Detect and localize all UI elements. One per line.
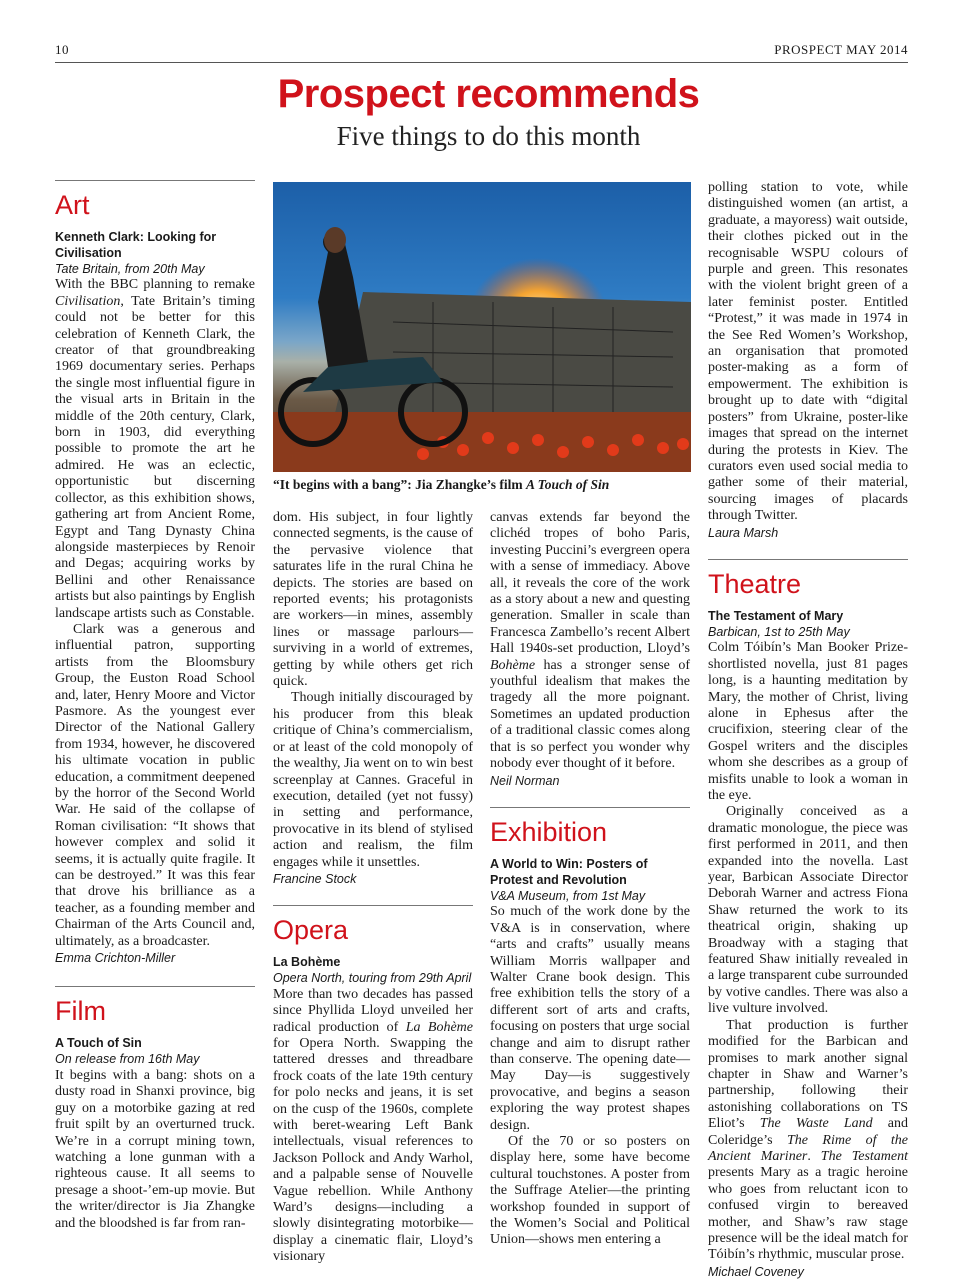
section-heading-exhibition: Exhibition [490, 816, 608, 847]
caption-film-title: A Touch of Sin [526, 477, 610, 492]
film-paragraph: dom. His subject, in four lightly connected segments, is the cause of the pervasive violence that saturates life in the rural China he depicts. The stories are based on reported events; his protagonists are workers—in mines, assembly lines or massage parlours—surviving in a world of extremes, getting by while others get rich quick. [273, 510, 473, 690]
exhibition-paragraph: Of the 70 or so posters on display here, some have become cultural touchstones. A poster from the Suffrage Atelier—the printing workshop founded in support of the Women’s Social and Political Union—shows men entering a [490, 1134, 690, 1248]
opera-paragraph [273, 987, 473, 1266]
section-heading-opera: Opera [273, 915, 349, 946]
exhibition-paragraph: polling station to vote, while distinguished women (an artist, a graduate, a mayoress) wait outside, their clothes picked out in the recognisable WSPU colours of purple and green. This resonates with the violent bright green of a later feminist poster. Entitled “Protest,” it was made in 1974 in the See Red Women’s Workshop, an organisation that promoted poster-making as a form of empowerment. The exhibition is brought up to date with “digital posters” from Ukraine, poster-like images that spread on the internet during the protests in Kiev. The curators even used social media to gather some of their material, sourcing images of placards through Twitter. [708, 180, 908, 524]
page-number: 10 [55, 42, 69, 57]
section-heading-art: Art [55, 190, 90, 220]
film-paragraph: It begins with a bang: shots on a dusty road in Shanxi province, big guy on a motorbike gazing at red fruit spilt by an overturned truck. We’re in a corrupt mining town, watching a lone gunman with a righteous cause. It all seems to presage a shoot-’em-up movie. But the writer/director is Jia Zhangke and the bloodshed is far from ran- [55, 1067, 255, 1231]
text-italic: Civilisation [55, 293, 121, 309]
art-title: Kenneth Clark: Looking for Civilisation [55, 230, 217, 260]
art-author: Emma Crichton-Miller [55, 951, 176, 966]
running-head: PROSPECT MAY 2014 [774, 42, 908, 57]
page-subtitle: Five things to do this month [336, 121, 641, 151]
exhibition-paragraph: So much of the work done by the V&A is in conservation, where “arts and crafts” usually means William Morris wallpaper and Walter Crane book design. This free exhibition tells the story of a different sort of arts and crafts, focusing on posters that urge social change and aim to disrupt rather than conserve. The opening date—May Day—is suggestively provocative, and begins a season exploring the way protest shapes design. [490, 904, 690, 1133]
opera-author: Neil Norman [490, 773, 560, 788]
text: That production is further modified for the Barbican and promises to mark another signal chapter in Shaw and Warner’s partnership, following their astonishing collaborations on TS Eliot’s [708, 1017, 908, 1132]
text: canvas extends far beyond the clichéd tropes of boho Paris, investing Puccini’s evergreen opera with a sense of immediacy. Above all, it reveals the core of the work as a story about a new and questing generation. Smaller in scale than Francesca Zambello’s recent Albert Hall 1940s-set production, Lloyd’s [490, 510, 690, 657]
art-venue: Tate Britain, from 20th May [55, 262, 205, 276]
text: . [807, 1148, 821, 1164]
text: for Opera North. Swapping the tattered dresses and threadbare frock coats of the late 19th century for polo necks and jeans, it is set on the cusp of the 1960s, complete with beret-wearing Left Bank intellectuals, visual references to Jackson Pollock and Andy Warhol, and a palpable sense of Nouvelle Vague rebellion. While Anthony Ward’s designs—including a slowly disintegrating motorbike—display a cinematic flair, Lloyd’s visionary [273, 1035, 473, 1265]
art-paragraph [55, 277, 255, 622]
text: and Coleridge’s [708, 1116, 908, 1148]
theatre-title: The Testament of Mary [708, 608, 844, 623]
theatre-paragraph: Originally conceived as a dramatic monologue, the piece was first performed in 2011, and then expanded into the novella. Last year, Barbican Associate Director Deborah Warner and actress Fiona Shaw returned the work to its theatrical origin, shaking up Broadway with a staging that featured Shaw initially revealed in a large transparent cube surrounded by votive candles. There was also a live vulture involved. [708, 804, 908, 1017]
text: has a stronger sense of youthful idealism that makes the tragedy all the more poignant. Sometimes an updated production of a traditional classic comes along that is so perfect you wonder why nobody ever thought of it before. [490, 657, 690, 772]
theatre-venue: Barbican, 1st to 25th May [708, 624, 850, 639]
section-heading-theatre: Theatre [708, 568, 802, 599]
section-rule [55, 986, 255, 987]
page-title: Prospect recommends [277, 72, 700, 116]
text-italic: The Testament [820, 1148, 908, 1164]
exhibition-venue: V&A Museum, from 1st May [490, 888, 646, 903]
text-italic: The Waste Land [759, 1116, 873, 1132]
header-rule [55, 62, 908, 63]
theatre-paragraph: Colm Tóibín’s Man Booker Prize-shortlisted novella, just 81 pages long, is a haunting meditation by Mary, the mother of Christ, living alone in Ephesus after the crucifixion, steering clear of the Gospel writers and the disciples whom she describes as a group of misfits unable to look a woman in the eye. [708, 640, 908, 803]
text: With the BBC planning to remake [55, 277, 255, 293]
text-italic: The Rime of the Ancient Mariner [708, 1132, 908, 1164]
theatre-author: Michael Coveney [708, 1264, 804, 1279]
text: More than two decades has passed since Phyllida Lloyd unveiled her radical production of [273, 986, 473, 1035]
section-heading-film: Film [55, 996, 106, 1027]
section-rule [55, 180, 255, 181]
column-3 [490, 510, 690, 1249]
exhibition-author: Laura Marsh [708, 525, 779, 540]
opera-venue: Opera North, touring from 29th April [273, 971, 472, 986]
text: presents Mary as a tragic heroine who goes from reluctant icon to confused virgin to bereaved mother, and Shaw’s raw stage presence will be the ideal match for Tóibín’s rhythmic, muscular prose. [708, 1165, 908, 1263]
exhibition-title: A World to Win: Posters of Protest and Revolution [490, 856, 648, 887]
film-venue: On release from 16th May [55, 1052, 200, 1067]
column-2 [273, 510, 473, 1266]
opera-title: La Bohème [273, 955, 341, 970]
text-italic: Bohème [490, 657, 536, 673]
photo-caption [273, 477, 691, 493]
section-rule [490, 807, 690, 808]
text: , Tate Britain’s timing could not be better for this celebration of Kenneth Clark, the creator of that groundbreaking 1969 documentary series. Perhaps the single most influential figure in the visual arts in Britain in the middle of the 20th century, Clark, born in 1903, did everything possible to promote the art he admired. He was an eclectic, opportunistic but discerning collector, as this exhibition shows, gathering art from Ancient Rome, Egypt and Tang Dynasty China alongside masterpieces by Renoir and Degas; acquiring works by Bellini and other Renaissance artists but also paintings by English landscape artists such as Constable. [55, 293, 255, 621]
column-1 [55, 180, 255, 1232]
film-still-photo [273, 182, 691, 472]
film-author: Francine Stock [273, 871, 357, 886]
caption-text: “It begins with a bang”: Jia Zhangke’s film [273, 477, 527, 492]
column-4 [708, 180, 908, 1280]
art-paragraph: Clark was a generous and influential patron, supporting artists from the Bloomsbury Group, the Euston Road School and, later, Henry Moore and Victor Pasmore. As the youngest ever Director of the National Gallery from 1934, however, he discovered his ultimate vocation in public education, a commitment deepened by the horror of the Second World War. He said of the collapse of Roman civilisation: “It shows that however complex and solid it seems, it is actually quite fragile. It can be destroyed.” It was this fear that drove his brilliance as a teacher, as a founding member and Chairman of the Arts Council and, ultimately, as a broadcaster. [55, 621, 255, 949]
film-paragraph: Though initially discouraged by his producer from this bleak critique of China’s commercialism, or at least of the cold monopoly of the wealthy, Jia went on to win best screenplay at Cannes. Graceful in execution, detailed (yet not fussy) in setting and performance, provocative in its blend of stylised action and realism, the film engages while it unsettles. [273, 690, 473, 870]
section-rule [708, 559, 908, 560]
film-title: A Touch of Sin [55, 1036, 142, 1051]
text-italic: La Bohème [405, 1019, 473, 1035]
section-rule [273, 905, 473, 906]
theatre-paragraph [708, 1018, 908, 1264]
opera-paragraph [490, 510, 690, 773]
film-still-illustration [273, 182, 691, 472]
